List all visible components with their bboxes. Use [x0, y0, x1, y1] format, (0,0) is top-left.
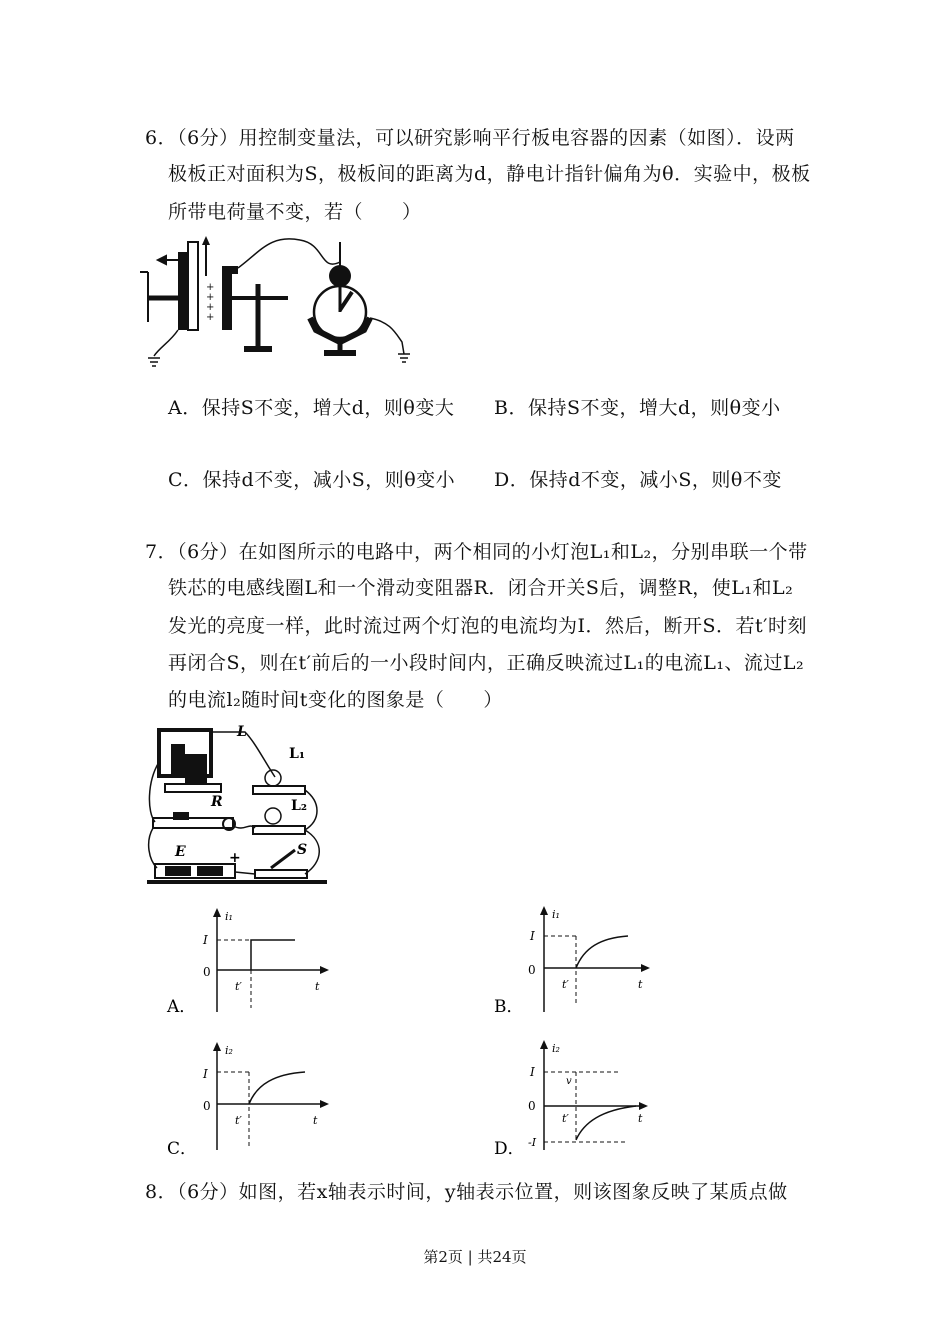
label-L2: L₂	[291, 798, 307, 814]
graph-d-t: t	[638, 1112, 643, 1125]
label-E: E	[175, 844, 186, 860]
q6-line-3: 所带电荷量不变，若（ ）	[168, 201, 422, 223]
graph-b-tprime: t′	[562, 978, 569, 991]
graph-d-tprime: t′	[562, 1112, 569, 1125]
label-R: R	[211, 794, 223, 810]
plus-sign: +	[206, 312, 215, 323]
q6-line-2: 极板正对面积为S，极板间的距离为d，静电计指针偏角为θ．实验中，极板	[168, 163, 811, 185]
q7-line-3: 发光的亮度一样，此时流过两个灯泡的电流均为I．然后，断开S．若t′时刻	[168, 615, 807, 637]
graph-d-v: v	[566, 1076, 572, 1087]
graph-b-I: I	[530, 929, 535, 943]
label-L1: L₁	[289, 746, 305, 762]
q6-option-d[interactable]: D．保持d不变，减小S，则θ不变	[494, 469, 782, 491]
label-L: L	[237, 724, 247, 740]
q6-option-b[interactable]: B．保持S不变，增大d，则θ变小	[494, 397, 781, 419]
graph-a-zero: 0	[203, 965, 211, 979]
graph-d-zero: 0	[528, 1099, 536, 1113]
graph-c-I: I	[203, 1067, 208, 1081]
plus-sign: +	[206, 302, 215, 313]
graph-b-ylabel: i₁	[552, 908, 560, 921]
q6-line-1: 6．（6分）用控制变量法，可以研究影响平行板电容器的因素（如图）．设两	[145, 127, 795, 149]
graph-d-ylabel: i₂	[552, 1042, 560, 1055]
graph-d-negI: -I	[528, 1136, 537, 1149]
graph-a-t: t	[315, 980, 320, 993]
graph-d-label: D．	[494, 1139, 525, 1158]
graph-a-I: I	[203, 933, 208, 947]
circuit-figure	[145, 722, 330, 887]
label-plus: +	[229, 850, 241, 866]
graph-a-label: A．	[167, 997, 197, 1017]
graph-c-tprime: t′	[235, 1114, 242, 1127]
plus-sign: +	[206, 282, 215, 293]
graph-c-t: t	[313, 1114, 318, 1127]
q8-line-1: 8．（6分）如图，若x轴表示时间，y轴表示位置，则该图象反映了某质点做	[145, 1181, 788, 1203]
graph-c[interactable]	[165, 1042, 335, 1158]
graph-b-zero: 0	[528, 963, 536, 977]
q7-line-4: 再闭合S，则在t′前后的一小段时间内，正确反映流过L₁的电流L₁、流过L₂	[168, 652, 805, 674]
graph-a-tprime: t′	[235, 980, 242, 993]
q6-option-c[interactable]: C．保持d不变，减小S，则θ变小	[168, 469, 456, 491]
graph-a-ylabel: i₁	[225, 910, 233, 923]
graph-c-ylabel: i₂	[225, 1044, 233, 1057]
q7-line-5: 的电流l₂随时间t变化的图象是（ ）	[168, 689, 503, 711]
graph-d-I: I	[530, 1065, 535, 1079]
q7-line-2: 铁芯的电感线圈L和一个滑动变阻器R．闭合开关S后，调整R，使L₁和L₂	[168, 577, 794, 599]
capacitor-electrometer-figure	[140, 232, 420, 372]
graph-b-label: B．	[494, 997, 524, 1017]
graph-c-zero: 0	[203, 1099, 211, 1113]
graph-b-t: t	[638, 978, 643, 991]
page-footer: 第2页 | 共24页	[423, 1248, 527, 1266]
plus-sign: +	[206, 292, 215, 303]
graph-a[interactable]	[165, 908, 335, 1018]
q6-option-a[interactable]: A．保持S不变，增大d，则θ变大	[168, 397, 455, 419]
graph-c-label: C．	[167, 1139, 198, 1158]
label-S: S	[297, 842, 308, 858]
q7-line-1: 7．（6分）在如图所示的电路中，两个相同的小灯泡L₁和L₂，分别串联一个带	[145, 541, 808, 563]
graph-d[interactable]	[492, 1040, 662, 1158]
graph-b[interactable]	[492, 906, 662, 1018]
